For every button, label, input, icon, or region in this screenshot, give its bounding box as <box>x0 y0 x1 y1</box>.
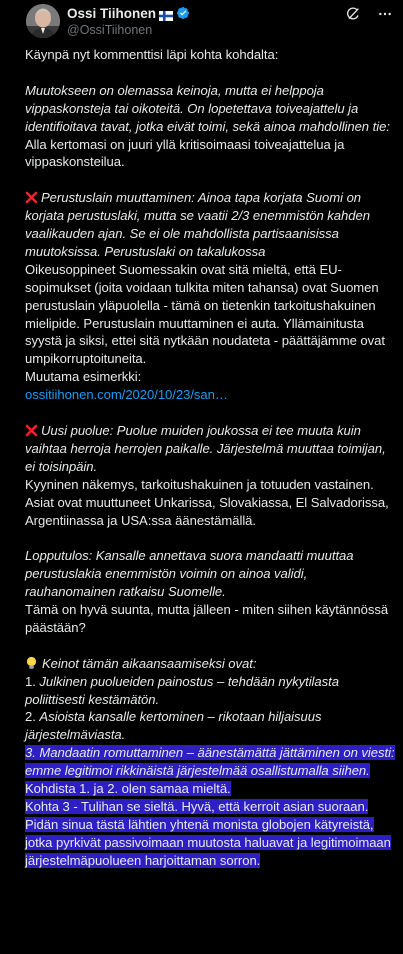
quote-3: Uusi puolue: Puolue muiden joukossa ei tee muuta kuin vaihtaa herroja herrojen paikalle. Järjestelmä muuttaa toimijan, ei toisinpäin. <box>25 422 386 474</box>
reply-5b: Kohta 3 - Tulihan se sieltä. Hyvä, että kerroit asian suoraan. Pidän sinua tästä lähtien yhtenä monista globojen kätyreistä, jotka pyrkivät passivoimaan muutosta haluavat ja legitimoimaan järjestelmäpuolueen harjoittaman sorron. <box>25 798 391 868</box>
header-actions <box>345 6 393 22</box>
author-block <box>67 5 190 37</box>
avatar-image <box>26 4 60 38</box>
author-handle[interactable]: @OssiTiihonen <box>67 23 153 37</box>
avatar[interactable] <box>26 4 60 38</box>
quote-1: Muutokseen on olemassa keinoja, mutta ei helppoja vippaskonsteja tai oikoteitä. On lopetettava toiveajattelu ja identifioitava tavat, jotka eivät toimi, sekä ainoa mahdollinen tie: <box>25 82 390 134</box>
verified-badge-icon <box>176 6 190 20</box>
post-intro: Käynpä nyt kommenttisi läpi kohta kohdalta: <box>25 47 279 62</box>
red-cross-icon <box>25 424 38 437</box>
red-cross-icon <box>25 191 38 204</box>
more-options-icon[interactable] <box>377 6 393 22</box>
grok-icon[interactable] <box>345 6 361 22</box>
quote-4: Lopputulos: Kansalle annettava suora mandaatti muuttaa perustuslakia enemmistön voimin on ainoa validi, rauhanomainen ratkaisu Suomelle. <box>25 548 354 600</box>
post-header <box>0 0 403 48</box>
reply-1: Alla kertomasi on juuri yllä kritisoimaasi toiveajattelua ja vippaskonsteilua. <box>25 136 345 170</box>
reply-4: Tämä on hyvä suunta, mutta jälleen - miten siihen käytännössä päästään? <box>25 602 389 635</box>
reply-5a: Kohdista 1. ja 2. olen samaa mieltä. <box>25 781 231 797</box>
reply-2: Oikeusoppineet Suomessakin ovat sitä mieltä, että EU-sopimukset (joita voidaan tulkita miten tahansa) ovat Suomen perustuslain yläpuolella - tämä on tietenkin tarkoitushakuinen mielipide. Perustuslain muuttaminen ei auta. Yllämainitusta syystä ja siksi, ettei sitä nytkään noudateta - päättäjämme ovat umpikorruptoituneita. <box>25 261 385 367</box>
section-3 <box>25 422 397 476</box>
list-item-3: 3. Mandaatin romuttaminen – äänestämättä jättäminen on viesti: emme legitimoi rikkinäistä järjestelmää osallistumalla siihen. <box>25 745 395 779</box>
section-2 <box>25 189 397 261</box>
reply-3a: Kyyninen näkemys, tarkoitushakuinen ja totuuden vastainen. <box>25 476 374 492</box>
reply-3b: Asiat ovat muuttuneet Unkarissa, Slovakiassa, El Salvadorissa, Argentiinassa ja USA:ssa äänestämällä. <box>25 494 389 528</box>
list-item-1: 1. Julkinen puolueiden painostus – tehdään nykytilasta poliittisesti kestämätön. <box>25 673 339 707</box>
author-name[interactable]: Ossi Tiihonen <box>67 5 157 21</box>
finland-flag-icon <box>159 8 173 18</box>
quote-2: Perustuslain muuttaminen: Ainoa tapa korjata Suomi on korjata perustuslaki, mutta se vaatii 2/3 enemmistön kahden vaalikauden ajan. Se ei ole mahdollista partisaanisissa muutoksissa. Perustuslaki on takalukossa <box>25 190 370 259</box>
post-body <box>25 46 397 870</box>
lightbulb-icon <box>25 656 38 670</box>
section-5-heading: Keinot tämän aikaansaamiseksi ovat: <box>25 655 397 673</box>
examples-label: Muutama esimerkki: <box>25 369 142 385</box>
examples-link[interactable]: ossitiihonen.com/2020/10/23/san… <box>25 387 228 403</box>
list-item-2: 2. Asioista kansalle kertominen – rikotaan hiljaisuus järjestelmäviasta. <box>25 709 322 743</box>
